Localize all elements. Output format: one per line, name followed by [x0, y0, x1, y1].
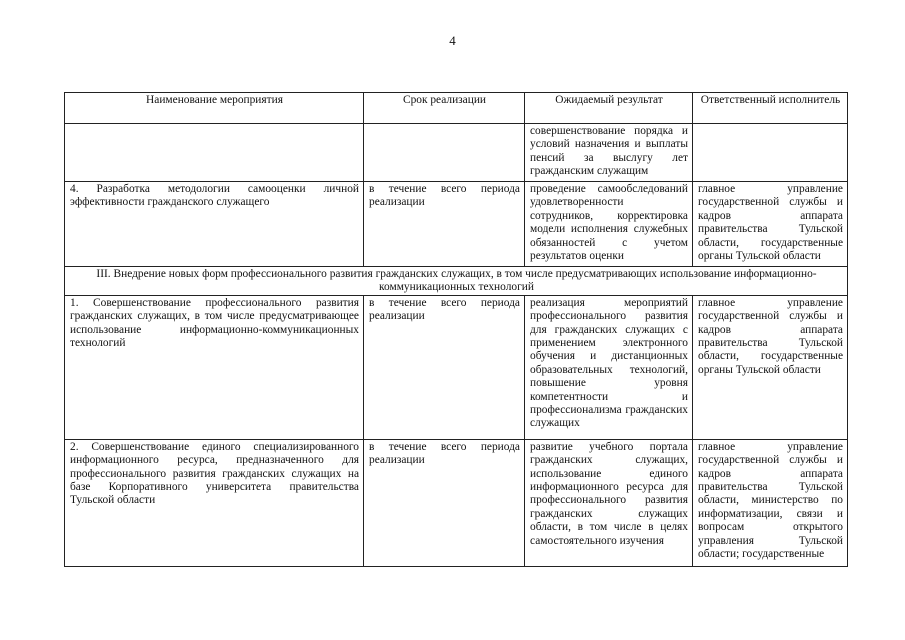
section-title: III. Внедрение новых форм профессионального развития гражданских служащих, в том числе предусматривающих использование информационно-коммуникационных технологий [65, 267, 848, 296]
cell-term: в течение всего периода реализации [364, 182, 525, 267]
cell-expected-result: развитие учебного портала гражданских служащих, использование единого информационного ресурса для профессионального развития гражданских служащих области, в том числе в целях самостоятельного изучения [525, 439, 693, 566]
table-row [65, 124, 848, 182]
cell-expected-result: реализация мероприятий профессионального развития для гражданских служащих с применением электронного обучения и дистанционных образовательных технологий, повышение уровня компетентности и профессионализма гражданских служащих [525, 295, 693, 439]
cell-term [364, 124, 525, 182]
header-activity-name: Наименование мероприятия [65, 93, 364, 124]
table-header-row [65, 93, 848, 124]
cell-expected-result: проведение самообследований удовлетворенности сотрудников, корректировка модели исполнения служебных обязанностей с учетом результатов оценки [525, 182, 693, 267]
table-row [65, 295, 848, 439]
cell-expected-result: совершенствование порядка и условий назначения и выплаты пенсий за выслугу лет гражданским служащим [525, 124, 693, 182]
table-row [65, 182, 848, 267]
cell-responsible-executor [693, 124, 848, 182]
header-expected-result: Ожидаемый результат [525, 93, 693, 124]
cell-term: в течение всего периода реализации [364, 439, 525, 566]
cell-term: в течение всего периода реализации [364, 295, 525, 439]
table-row [65, 439, 848, 566]
section-row [65, 267, 848, 296]
cell-activity-name [65, 124, 364, 182]
cell-responsible-executor: главное управление государственной службы и кадров аппарата правительства Тульской области, министерство по информатизации, связи и вопросам открытого управления Тульской области; государственные [693, 439, 848, 566]
cell-responsible-executor: главное управление государственной службы и кадров аппарата правительства Тульской области, государственные органы Тульской области [693, 295, 848, 439]
cell-responsible-executor: главное управление государственной службы и кадров аппарата правительства Тульской области, государственные органы Тульской области [693, 182, 848, 267]
cell-activity-name: 1. Совершенствование профессионального развития гражданских служащих, в том числе предусматривающее использование информационно-коммуникационных технологий [65, 295, 364, 439]
page-number: 4 [449, 33, 456, 48]
header-responsible-executor: Ответственный исполнитель [693, 93, 848, 124]
activities-table [64, 92, 848, 567]
cell-activity-name: 4. Разработка методологии самооценки личной эффективности гражданского служащего [65, 182, 364, 267]
header-term: Срок реализации [364, 93, 525, 124]
cell-activity-name: 2. Совершенствование единого специализированного информационного ресурса, предназначенного для профессионального развития гражданских служащих на базе Корпоративного университета правительства Тульской области [65, 439, 364, 566]
